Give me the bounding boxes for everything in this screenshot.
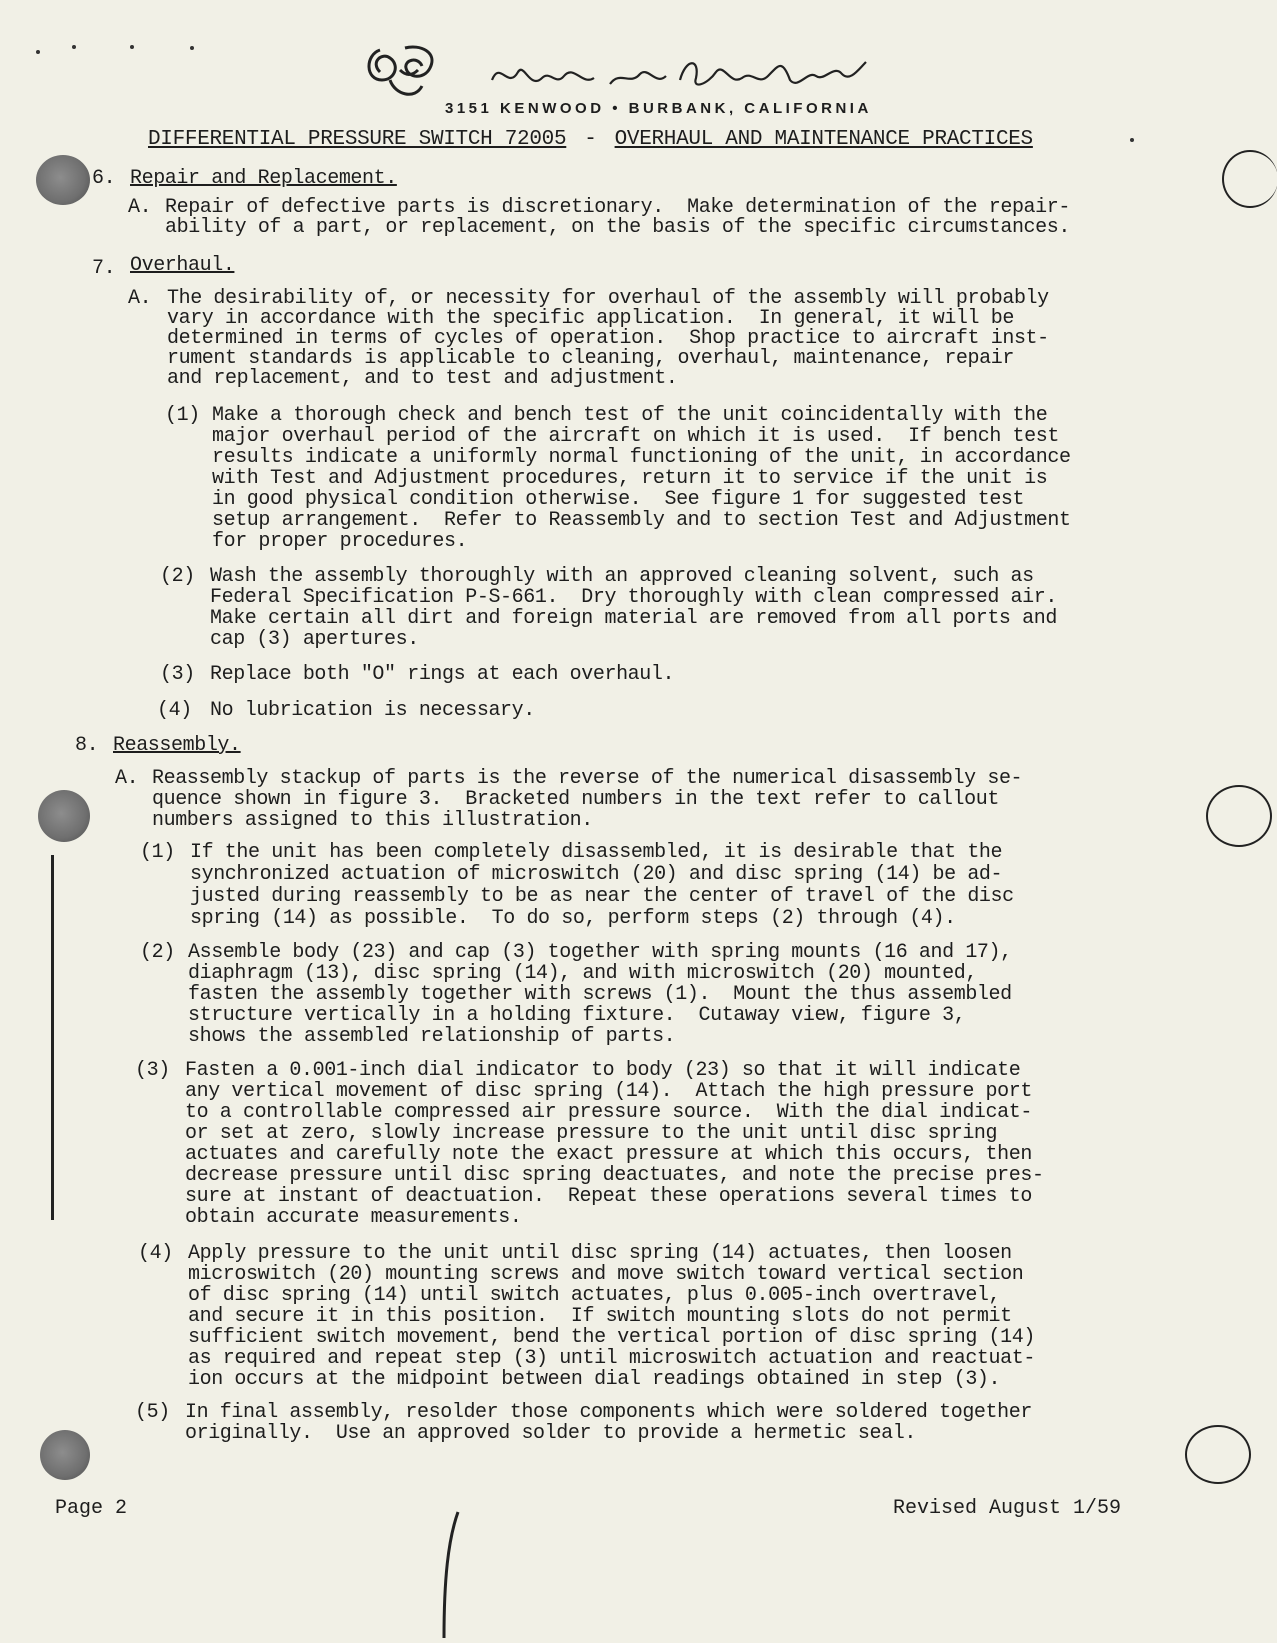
section-7-item-1-line: in good physical condition otherwise. See figure 1 for suggested test [212,488,1025,511]
section-8-a-label: A. [115,767,139,790]
section-8-item-2-line: Assemble body (23) and cap (3) together with spring mounts (16 and 17), [188,941,1012,964]
punch-hole [40,1430,90,1480]
section-8-item-4-line: ion occurs at the midpoint between dial readings obtained in step (3). [188,1368,1001,1391]
section-7-item-1-label: (1) [165,404,200,427]
punch-hole [1222,150,1277,208]
speck [190,46,194,50]
speck [36,50,40,54]
section-7-item-3-line: Replace both "O" rings at each overhaul. [210,663,675,686]
speck [72,45,76,49]
section-7-item-1-line: with Test and Adjustment procedures, return it to service if the unit is [212,467,1048,490]
section-8-item-3-label: (3) [135,1059,170,1082]
title-separator: - [584,128,597,151]
section-7-item-4-line: No lubrication is necessary. [210,699,535,722]
section-6-heading: Repair and Replacement. [130,167,397,190]
section-8-number: 8. [75,734,99,757]
section-8-item-1-line: synchronized actuation of microswitch (20) and disc spring (14) be ad- [190,863,1003,886]
section-8-heading: Reassembly. [113,734,241,757]
section-7-item-2-line: cap (3) apertures. [210,628,419,651]
section-6-a-label: A. [128,196,152,219]
section-8-item-3-line: obtain accurate measurements. [185,1206,522,1229]
section-8-item-5-line: In final assembly, resolder those components which were soldered together [185,1401,1032,1424]
section-7-item-3-label: (3) [160,663,195,686]
section-8-item-3-line: Fasten a 0.001-inch dial indicator to body (23) so that it will indicate [185,1059,1021,1082]
speck [1130,138,1134,142]
section-8-item-4-line: as required and repeat step (3) until microswitch actuation and reactuat- [188,1347,1035,1370]
section-7-a-label: A. [128,287,152,310]
section-7-heading: Overhaul. [130,254,235,277]
company-signature [490,50,870,98]
section-8-item-2-label: (2) [140,941,175,964]
section-8-item-3-line: actuates and carefully note the exact pressure at which this occurs, then [185,1143,1032,1166]
section-6-a-line: Repair of defective parts is discretionary. Make determination of the repair- [165,196,1070,219]
section-6-a-line: ability of a part, or replacement, on the basis of the specific circumstances. [165,216,1070,239]
section-8-item-1-label: (1) [140,841,175,864]
section-8-item-3-line: decrease pressure until disc spring deactuates, and note the precise pres- [185,1164,1044,1187]
title-left: DIFFERENTIAL PRESSURE SWITCH 72005 [148,128,567,151]
section-7-a-line: The desirability of, or necessity for overhaul of the assembly will probably [167,287,1049,310]
section-8-item-2-line: fasten the assembly together with screws (1). Mount the thus assembled [188,983,1012,1006]
section-8-item-3-line: or set at zero, slowly increase pressure to the unit until disc spring [185,1122,998,1145]
section-8-item-2-line: shows the assembled relationship of parts. [188,1025,676,1048]
section-8-a-line: quence shown in figure 3. Bracketed numbers in the text refer to callout [152,788,999,811]
section-7-item-1-line: for proper procedures. [212,530,468,553]
section-7-a-line: rument standards is applicable to cleaning, overhaul, maintenance, repair [167,347,1014,370]
section-7-item-1-line: Make a thorough check and bench test of the unit coincidentally with the [212,404,1048,427]
section-8-item-3-line: to a controllable compressed air pressure source. With the dial indicat- [185,1101,1032,1124]
section-8-item-3-line: sure at instant of deactuation. Repeat these operations several times to [185,1185,1032,1208]
section-7-item-2-line: Make certain all dirt and foreign material are removed from all ports and [210,607,1057,630]
section-8-item-5-line: originally. Use an approved solder to provide a hermetic seal. [185,1422,916,1445]
revision-date: Revised August 1/59 [893,1497,1122,1520]
section-7-item-2-line: Federal Specification P-S-661. Dry thoroughly with clean compressed air. [210,586,1057,609]
section-8-item-4-line: sufficient switch movement, bend the vertical portion of disc spring (14) [188,1326,1035,1349]
section-7-number: 7. [92,257,116,280]
company-logo [360,40,450,106]
section-7-item-2-line: Wash the assembly thoroughly with an approved cleaning solvent, such as [210,565,1034,588]
pen-stroke-mark [440,1510,460,1640]
section-8-a-line: numbers assigned to this illustration. [152,809,593,832]
section-8-item-4-line: Apply pressure to the unit until disc spring (14) actuates, then loosen [188,1242,1012,1265]
section-8-item-1-line: If the unit has been completely disassembled, it is desirable that the [190,841,1003,864]
section-8-item-3-line: any vertical movement of disc spring (14). Attach the high pressure port [185,1080,1032,1103]
section-8-item-4-line: of disc spring (14) until switch actuates, plus 0.005-inch overtravel, [188,1284,1001,1307]
punch-hole [36,155,90,205]
section-7-item-1-line: setup arrangement. Refer to Reassembly and to section Test and Adjustment [212,509,1071,532]
section-7-item-4-label: (4) [157,699,192,722]
section-8-item-1-line: justed during reassembly to be as near the center of travel of the disc [190,885,1014,908]
company-address: 3151 KENWOOD • BURBANK, CALIFORNIA [445,100,872,117]
page-number: Page 2 [55,1497,128,1520]
section-8-item-5-label: (5) [135,1401,170,1424]
section-7-a-line: and replacement, and to test and adjustment. [167,367,678,390]
section-7-item-1-line: major overhaul period of the aircraft on which it is used. If bench test [212,425,1059,448]
section-8-item-1-line: spring (14) as possible. To do so, perform steps (2) through (4). [190,907,956,930]
punch-hole [38,790,90,842]
section-7-item-1-line: results indicate a uniformly normal functioning of the unit, in accordance [212,446,1071,469]
section-8-item-2-line: structure vertically in a holding fixture. Cutaway view, figure 3, [188,1004,966,1027]
section-7-item-2-label: (2) [160,565,195,588]
revision-bar [51,855,54,1220]
section-8-item-4-line: microswitch (20) mounting screws and move switch toward vertical section [188,1263,1024,1286]
punch-hole [1185,1425,1251,1484]
section-7-a-line: determined in terms of cycles of operation. Shop practice to aircraft inst- [167,327,1049,350]
section-8-item-2-line: diaphragm (13), disc spring (14), and with microswitch (20) mounted, [188,962,977,985]
section-8-a-line: Reassembly stackup of parts is the reverse of the numerical disassembly se- [152,767,1023,790]
title-right: OVERHAUL AND MAINTENANCE PRACTICES [614,128,1033,151]
punch-hole [1206,785,1272,847]
section-7-a-line: vary in accordance with the specific application. In general, it will be [167,307,1014,330]
section-6-number: 6. [92,167,116,190]
section-8-item-4-label: (4) [138,1242,173,1265]
speck [130,45,134,49]
document-title [148,128,1148,151]
section-8-item-4-line: and secure it in this position. If switch mounting slots do not permit [188,1305,1012,1328]
